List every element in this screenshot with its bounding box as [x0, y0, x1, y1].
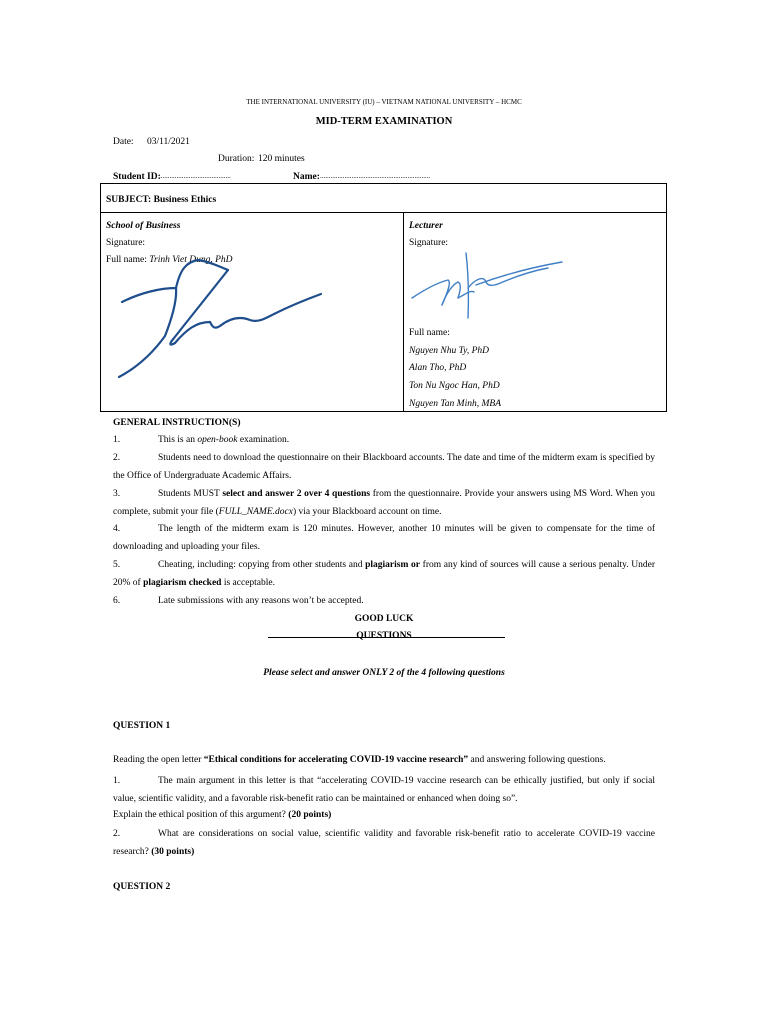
lecturer-signature-label: Signature:: [409, 238, 449, 248]
q1-item-number: 1.: [113, 776, 121, 786]
instruction-text: is acceptable.: [221, 577, 275, 588]
lecturer-heading: Lecturer: [409, 221, 443, 231]
instruction-emphasis: open-book: [197, 435, 238, 445]
q1-item-text: What are considerations on social value, scientific validity and favorable risk-benefit ratio to accelerate COVID-19 vaccine research?: [113, 829, 655, 857]
instruction-text: from any kind of sources will cause a serious penalty. Under 20% of: [113, 560, 655, 588]
instruction-text: This is an: [158, 435, 198, 445]
question-1-intro: [113, 755, 606, 765]
instruction-text: examination.: [237, 435, 290, 445]
duration-value: 120 minutes: [258, 154, 305, 164]
q1-intro-text: Reading the open letter: [113, 755, 204, 765]
exam-title: MID-TERM EXAMINATION: [315, 116, 453, 127]
instruction-text: Students need to download the questionnaire on their Blackboard accounts. The date and time of the midterm exam is specified by the Office of Undergraduate Academic Affairs.: [113, 453, 655, 481]
instruction-strong: select and answer 2 over 4 questions: [222, 489, 371, 499]
school-signature-label: Signature:: [106, 238, 146, 248]
q1-intro-text: and answering following questions.: [468, 755, 606, 765]
instruction-number: 3.: [113, 489, 121, 499]
date-label: Date:: [113, 137, 134, 147]
instruction-text: from the questionnaire. Provide your answers using MS Word. When you complete, submit your file (: [113, 489, 655, 517]
instruction-strong: plagiarism checked: [143, 577, 222, 588]
instruction-item-2: [113, 450, 655, 485]
instruction-item-1: [113, 432, 655, 450]
question-1-followup: [113, 810, 331, 820]
instruction-strong: plagiarism or: [365, 560, 421, 570]
instruction-text: Students MUST: [158, 489, 223, 499]
student-id-blank: .........................................: [159, 172, 231, 180]
q1-followup-text: Explain the ethical position of this argument?: [113, 810, 286, 820]
instruction-item-5: [113, 557, 655, 592]
name-blank: ...............................................................: [320, 172, 431, 180]
question-1-item-1: [113, 773, 655, 808]
instruction-emphasis: FULL_NAME.docx: [218, 506, 293, 517]
instruction-text: The length of the midterm exam is 120 minutes. However, another 10 minutes will be given to compensate for the time of downloading and uploading your files.: [113, 524, 655, 552]
subject-value: Business Ethics: [153, 195, 217, 205]
q1-letter-title: “Ethical conditions for accelerating COVID-19 vaccine research”: [203, 755, 469, 765]
questions-heading: QUESTIONS: [356, 631, 412, 641]
instruction-number: 6.: [113, 596, 121, 606]
lecturer-name-1: Nguyen Nhu Ty, PhD: [409, 346, 490, 356]
instruction-number: 2.: [113, 453, 121, 463]
instruction-text: Cheating, including: copying from other students and: [158, 560, 366, 570]
good-luck: GOOD LUCK: [354, 614, 414, 624]
school-fullname-value: Trinh Viet Dung, PhD: [149, 255, 233, 265]
lecturer-name-4: Nguyen Tan Minh, MBA: [409, 399, 502, 409]
instruction-text: ) via your Blackboard account on time.: [292, 506, 442, 517]
instruction-text: Late submissions with any reasons won’t be accepted.: [158, 596, 364, 606]
duration-label: Duration:: [218, 154, 255, 164]
date-value: 03/11/2021: [147, 137, 190, 147]
q1-item-text: The main argument in this letter is that “accelerating COVID-19 vaccine research can be ethically justified, but only if social value, scientific validity, and a favorable risk-benefit ratio can be maintained or enhanced when doing so”.: [113, 776, 655, 804]
instruction-number: 5.: [113, 560, 121, 570]
name-label: Name:: [293, 172, 320, 182]
student-id-label: Student ID:: [113, 172, 161, 182]
instruction-item-3: [113, 486, 655, 521]
school-fullname-label: Full name:: [106, 255, 147, 265]
question-1-item-2: [113, 826, 655, 861]
instruction-number: 1.: [113, 435, 121, 445]
lecturer-name-3: Ton Nu Ngoc Han, PhD: [409, 381, 500, 391]
lecturer-fullname-label: Full name:: [409, 328, 450, 338]
instructions-heading: GENERAL INSTRUCTION(S): [113, 418, 241, 428]
q1-item-number: 2.: [113, 829, 121, 839]
question-2-heading: QUESTION 2: [113, 882, 171, 892]
question-1-heading: QUESTION 1: [113, 721, 171, 731]
instruction-number: 4.: [113, 524, 121, 534]
school-heading: School of Business: [106, 221, 181, 231]
lecturer-name-2: Alan Tho, PhD: [409, 363, 467, 373]
select-note: Please select and answer ONLY 2 of the 4 following questions: [263, 668, 505, 678]
q1-item2-points: (30 points): [151, 846, 195, 857]
instruction-item-6: [113, 593, 655, 611]
q1-item1-points: (20 points): [288, 810, 332, 820]
instruction-item-4: [113, 521, 655, 556]
university-header: THE INTERNATIONAL UNIVERSITY (IU) – VIETNAM NATIONAL UNIVERSITY – HCMC: [246, 98, 522, 106]
subject-label: SUBJECT:: [106, 195, 152, 205]
